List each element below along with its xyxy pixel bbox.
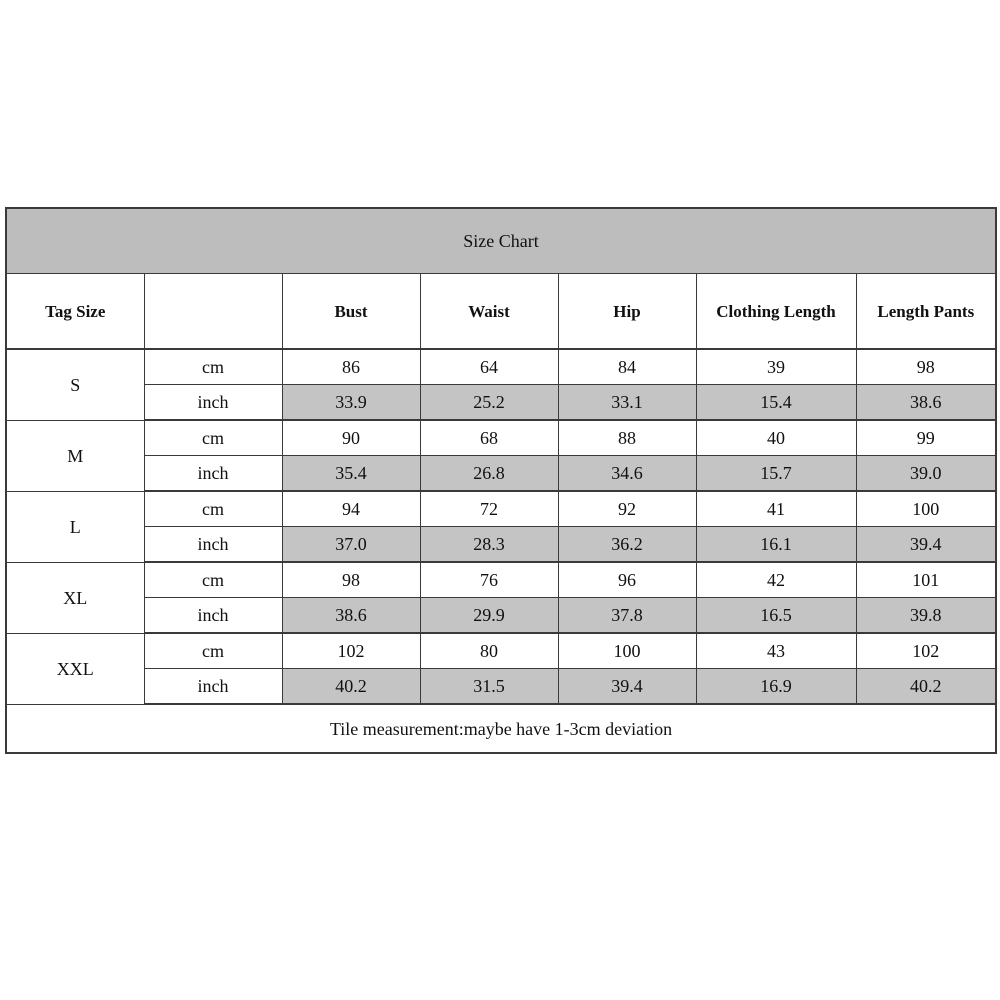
size-tag-label: S — [6, 349, 144, 420]
cm-value-cell: 86 — [282, 349, 420, 385]
cm-value-cell: 41 — [696, 491, 856, 527]
inch-value-cell: 31.5 — [420, 669, 558, 705]
cm-value-cell: 72 — [420, 491, 558, 527]
size-chart — [5, 207, 995, 756]
header-hip: Hip — [558, 274, 696, 350]
cm-value-cell: 76 — [420, 562, 558, 598]
cm-value-cell: 80 — [420, 633, 558, 669]
cm-value-cell: 90 — [282, 420, 420, 456]
unit-label-inch: inch — [144, 669, 282, 705]
inch-value-cell: 40.2 — [282, 669, 420, 705]
inch-value-cell: 40.2 — [856, 669, 996, 705]
inch-value-cell: 28.3 — [420, 527, 558, 563]
header-tag-size: Tag Size — [6, 274, 144, 350]
inch-value-cell: 39.8 — [856, 598, 996, 634]
table-row — [6, 349, 996, 385]
cm-value-cell: 98 — [282, 562, 420, 598]
header-unit — [144, 274, 282, 350]
inch-value-cell: 34.6 — [558, 456, 696, 492]
header-row — [6, 274, 996, 350]
table-row — [6, 669, 996, 705]
inch-value-cell: 38.6 — [856, 385, 996, 421]
size-tag-label: M — [6, 420, 144, 491]
cm-value-cell: 39 — [696, 349, 856, 385]
size-tag-label: XL — [6, 562, 144, 633]
header-waist: Waist — [420, 274, 558, 350]
inch-value-cell: 39.4 — [856, 527, 996, 563]
cm-value-cell: 64 — [420, 349, 558, 385]
table-row — [6, 385, 996, 421]
inch-value-cell: 29.9 — [420, 598, 558, 634]
table-row — [6, 527, 996, 563]
inch-value-cell: 38.6 — [282, 598, 420, 634]
unit-label-inch: inch — [144, 385, 282, 421]
inch-value-cell: 15.4 — [696, 385, 856, 421]
unit-label-cm: cm — [144, 491, 282, 527]
inch-value-cell: 37.8 — [558, 598, 696, 634]
header-clothing-length: Clothing Length — [696, 274, 856, 350]
chart-title: Size Chart — [6, 208, 996, 274]
cm-value-cell: 100 — [856, 491, 996, 527]
inch-value-cell: 26.8 — [420, 456, 558, 492]
cm-value-cell: 102 — [282, 633, 420, 669]
size-tag-label: XXL — [6, 633, 144, 704]
table-row — [6, 456, 996, 492]
table-row — [6, 562, 996, 598]
inch-value-cell: 39.4 — [558, 669, 696, 705]
table-row — [6, 598, 996, 634]
unit-label-cm: cm — [144, 349, 282, 385]
cm-value-cell: 68 — [420, 420, 558, 456]
cm-value-cell: 99 — [856, 420, 996, 456]
inch-value-cell: 33.9 — [282, 385, 420, 421]
cm-value-cell: 88 — [558, 420, 696, 456]
unit-label-cm: cm — [144, 633, 282, 669]
table-row — [6, 420, 996, 456]
cm-value-cell: 101 — [856, 562, 996, 598]
size-table — [5, 207, 997, 754]
inch-value-cell: 16.5 — [696, 598, 856, 634]
cm-value-cell: 43 — [696, 633, 856, 669]
table-row — [6, 633, 996, 669]
measurement-note: Tile measurement:maybe have 1-3cm deviation — [6, 704, 996, 753]
inch-value-cell: 16.1 — [696, 527, 856, 563]
unit-label-cm: cm — [144, 420, 282, 456]
cm-value-cell: 102 — [856, 633, 996, 669]
cm-value-cell: 98 — [856, 349, 996, 385]
cm-value-cell: 100 — [558, 633, 696, 669]
header-length-pants: Length Pants — [856, 274, 996, 350]
unit-label-inch: inch — [144, 527, 282, 563]
inch-value-cell: 36.2 — [558, 527, 696, 563]
header-bust: Bust — [282, 274, 420, 350]
unit-label-cm: cm — [144, 562, 282, 598]
inch-value-cell: 15.7 — [696, 456, 856, 492]
cm-value-cell: 84 — [558, 349, 696, 385]
cm-value-cell: 42 — [696, 562, 856, 598]
unit-label-inch: inch — [144, 456, 282, 492]
inch-value-cell: 35.4 — [282, 456, 420, 492]
inch-value-cell: 33.1 — [558, 385, 696, 421]
note-row — [6, 704, 996, 753]
size-tag-label: L — [6, 491, 144, 562]
inch-value-cell: 39.0 — [856, 456, 996, 492]
cm-value-cell: 40 — [696, 420, 856, 456]
inch-value-cell: 25.2 — [420, 385, 558, 421]
cm-value-cell: 96 — [558, 562, 696, 598]
cm-value-cell: 92 — [558, 491, 696, 527]
unit-label-inch: inch — [144, 598, 282, 634]
inch-value-cell: 37.0 — [282, 527, 420, 563]
cm-value-cell: 94 — [282, 491, 420, 527]
inch-value-cell: 16.9 — [696, 669, 856, 705]
table-row — [6, 491, 996, 527]
